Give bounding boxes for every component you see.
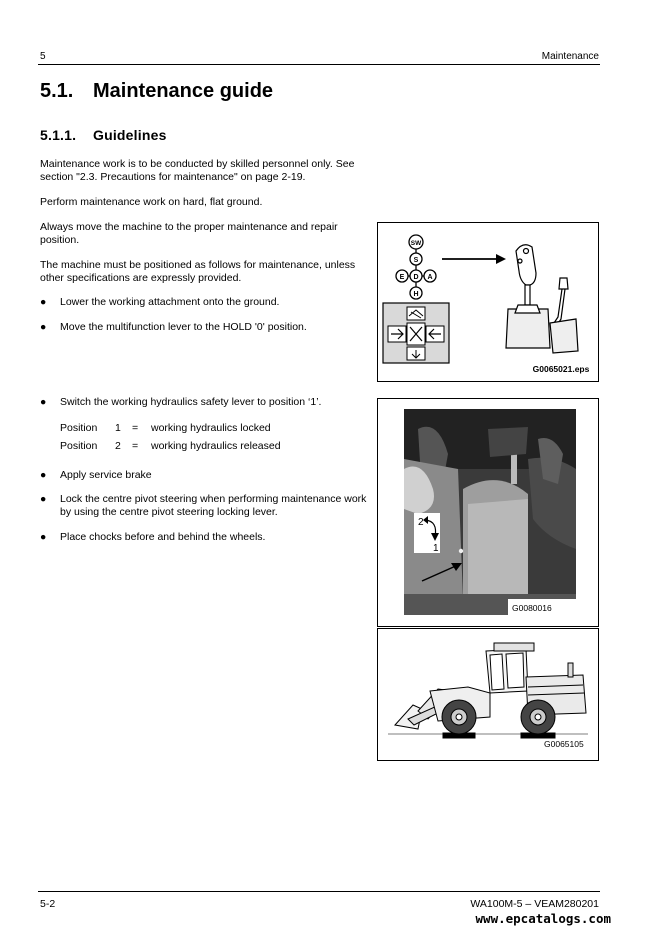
button-d: D bbox=[413, 274, 419, 281]
title-number: 5.1. bbox=[40, 80, 74, 102]
document-code: WA100M-5 – VEAM280201 bbox=[470, 898, 599, 910]
bullet-icon: ● bbox=[40, 531, 47, 543]
marker-2: 2 bbox=[418, 517, 424, 528]
marker-1: 1 bbox=[433, 543, 439, 554]
button-e: E bbox=[399, 274, 405, 281]
safety-lever-photo bbox=[378, 399, 598, 626]
section-name: Maintenance bbox=[541, 51, 599, 62]
paragraph-ground: Perform maintenance work on hard, flat ground. bbox=[40, 196, 263, 208]
page-title bbox=[40, 80, 273, 103]
figure-caption: G0065021.eps bbox=[532, 364, 590, 374]
bullet-icon: ● bbox=[40, 469, 47, 481]
paragraph-conditions: The machine must be positioned as follows for maintenance, unless other specifications are expressly provided. bbox=[40, 259, 356, 284]
joystick-lever-icon bbox=[506, 245, 578, 353]
subtitle-text: Guidelines bbox=[93, 127, 167, 143]
button-h: H bbox=[413, 291, 419, 298]
paragraph-position: Always move the machine to the proper maintenance and repair position. bbox=[40, 221, 338, 246]
joystick-diagram bbox=[378, 223, 598, 381]
lever-direction-pad bbox=[383, 303, 449, 363]
figure-caption: G0065105 bbox=[544, 739, 584, 749]
button-s: S bbox=[413, 257, 419, 264]
figure-joystick bbox=[377, 222, 599, 382]
bullet-icon: ● bbox=[40, 296, 47, 308]
figure-caption: G0080016 bbox=[512, 603, 552, 613]
page-number: 5-2 bbox=[40, 898, 56, 910]
figure-wheel-loader bbox=[377, 628, 599, 761]
figure-safety-lever-photo bbox=[377, 398, 599, 627]
button-a: A bbox=[427, 274, 433, 281]
paragraph-personnel: Maintenance work is to be conducted by skilled personnel only. See section "2.3. Precautions for maintenance" on page 2-19. bbox=[40, 158, 355, 183]
bullet-icon: ● bbox=[40, 396, 47, 408]
chapter-number: 5 bbox=[40, 51, 46, 62]
footer-divider bbox=[38, 891, 600, 892]
section-subtitle bbox=[40, 127, 167, 143]
header-divider bbox=[38, 64, 600, 65]
subtitle-number: 5.1.1. bbox=[40, 127, 77, 143]
bullet-icon: ● bbox=[40, 321, 47, 333]
watermark-text: www.epcatalogs.com bbox=[475, 911, 611, 926]
wheel-loader-drawing bbox=[378, 629, 598, 760]
bullet-icon: ● bbox=[40, 493, 47, 505]
title-text: Maintenance guide bbox=[93, 80, 274, 102]
button-sw: SW bbox=[410, 240, 422, 247]
